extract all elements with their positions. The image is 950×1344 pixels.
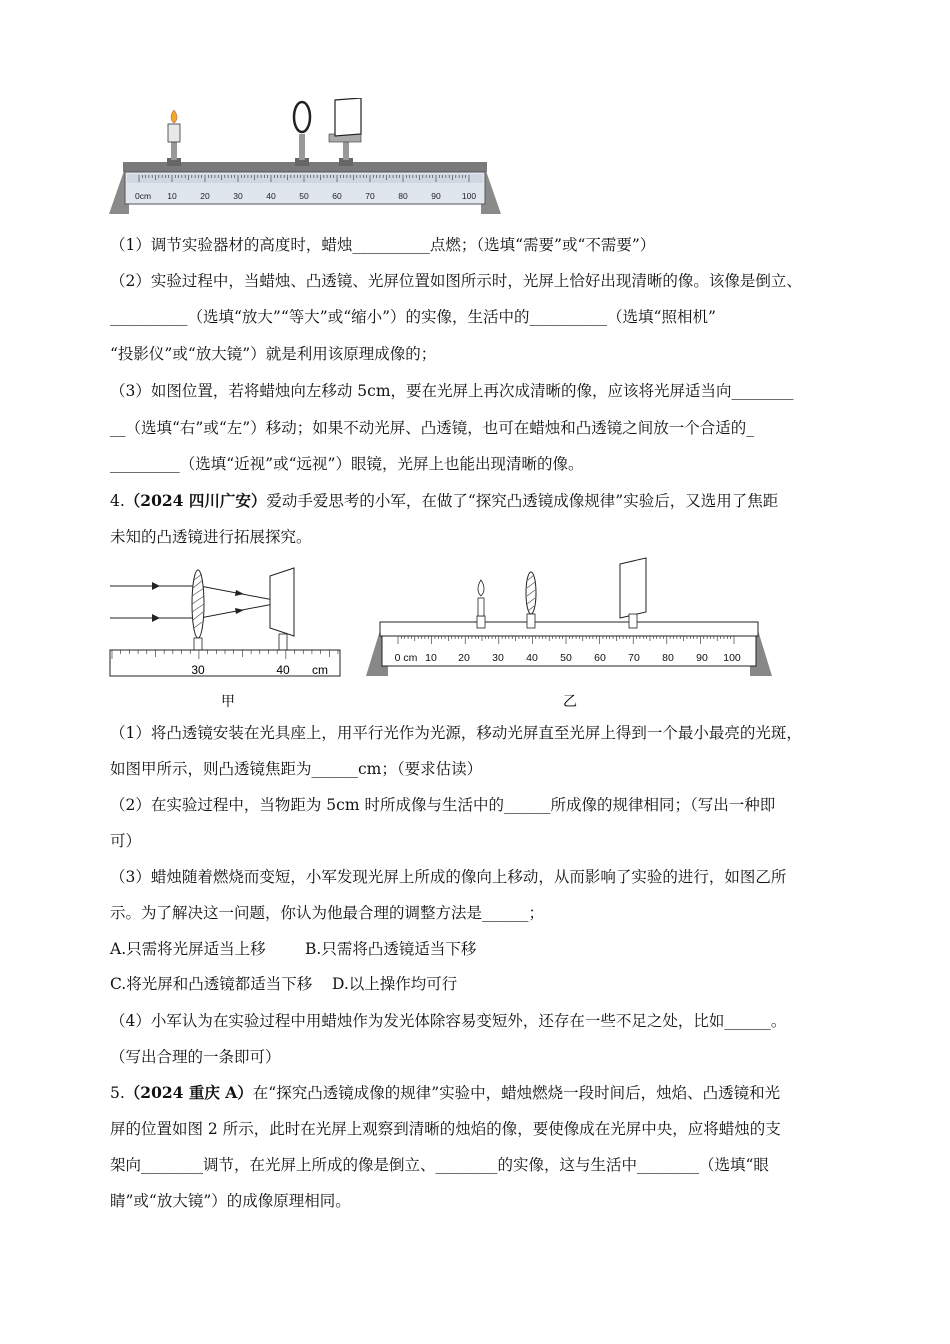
scale-label: 40 xyxy=(266,191,276,201)
scale-label: 30 xyxy=(233,191,243,201)
caption-jia: 甲 xyxy=(221,693,235,709)
text-line: __________（选填“放大”“等大”或“缩小”）的实像，生活中的__________（选填“照相机” xyxy=(110,308,716,326)
scale-label: 10 xyxy=(167,191,177,201)
scale-label: cm xyxy=(312,663,328,677)
text-line: （1）调节实验器材的高度时，蜡烛__________点燃；（选填“需要”或“不需要”） xyxy=(110,236,656,254)
scale-label: 30 xyxy=(191,663,205,677)
text-line: 屏的位置如图 2 所示，此时在光屏上观察到清晰的烛焰的像，要使像成在光屏中央，应将蜡烛的支 xyxy=(110,1120,781,1138)
text-line: __（选填“右”或“左”）移动；如果不动光屏、凸透镜，也可在蜡烛和凸透镜之间放一个合适的_ xyxy=(110,419,754,437)
text-line: （写出合理的一条即可） xyxy=(110,1048,281,1066)
scale-label: 60 xyxy=(594,652,606,664)
scale-label: 90 xyxy=(696,652,708,664)
scale-label: 80 xyxy=(662,652,674,664)
option-line: C.将光屏和凸透镜都适当下移 D.以上操作均可行 xyxy=(110,975,458,993)
light-screen xyxy=(620,558,646,628)
convex-lens xyxy=(526,572,536,628)
scale-label: 20 xyxy=(458,652,470,664)
scale-label: 70 xyxy=(365,191,375,201)
text-line: （2）在实验过程中，当物距为 5cm 时所成像与生活中的______所成像的规律相同；（写出一种即 xyxy=(110,796,776,814)
text-line: 睛”或“放大镜”）的成像原理相同。 xyxy=(110,1192,351,1210)
light-screen xyxy=(329,98,361,166)
scale-label: 90 xyxy=(431,191,441,201)
text-line: _________（选填“近视”或“远视”）眼镜，光屏上也能出现清晰的像。 xyxy=(110,455,584,473)
scale-label: 50 xyxy=(560,652,572,664)
text-line: 如图甲所示，则凸透镜焦距为______cm；（要求估读） xyxy=(110,760,483,778)
question-5-stem: 5.（2024 重庆 A）在“探究凸透镜成像的规律”实验中，蜡烛燃烧一段时间后，烛焰、凸透镜和光 xyxy=(110,1083,781,1102)
scale-label: 0 cm xyxy=(394,652,418,664)
candle-drift-figure-yi xyxy=(364,556,774,714)
text-line: 未知的凸透镜进行拓展探究。 xyxy=(110,528,312,546)
convex-lens xyxy=(294,102,310,166)
focal-length-figure-jia xyxy=(108,566,344,714)
scale-label: 70 xyxy=(628,652,640,664)
question-4-stem: 4.（2024 四川广安）爱动手爱思考的小军，在做了“探究凸透镜成像规律”实验后，又选用了焦距 xyxy=(110,491,779,510)
candle xyxy=(167,110,181,166)
scale-label: 50 xyxy=(299,191,309,201)
scale-label: 60 xyxy=(332,191,342,201)
scale-label: 100 xyxy=(461,191,477,201)
text-line: （2）实验过程中，当蜡烛、凸透镜、光屏位置如图所示时，光屏上恰好出现清晰的像。该像是倒立、 xyxy=(110,272,802,290)
caption-yi: 乙 xyxy=(563,693,577,709)
text-line: （1）将凸透镜安装在光具座上，用平行光作为光源，移动光屏直至光屏上得到一个最小最亮的光斑， xyxy=(110,724,802,742)
scale-label: 100 xyxy=(723,652,741,664)
text-line: （3）如图位置，若将蜡烛向左移动 5cm，要在光屏上再次成清晰的像，应该将光屏适当向________ xyxy=(110,382,794,400)
scale-label: 40 xyxy=(526,652,538,664)
scale-label: 0cm xyxy=(134,191,152,201)
scale-label: 80 xyxy=(398,191,408,201)
candle xyxy=(477,580,485,628)
scale-label: 30 xyxy=(492,652,504,664)
scale-label: 40 xyxy=(276,663,290,677)
text-line: （4）小军认为在实验过程中用蜡烛作为发光体除容易变短外，还存在一些不足之处，比如______。 xyxy=(110,1012,787,1030)
optical-bench-figure xyxy=(105,98,505,220)
scale-label: 20 xyxy=(200,191,210,201)
option-line: A.只需将光屏适当上移 B.只需将凸透镜适当下移 xyxy=(110,940,477,958)
scale-label: 10 xyxy=(425,652,437,664)
text-line: （3）蜡烛随着燃烧而变短，小军发现光屏上所成的像向上移动，从而影响了实验的进行，如图乙所 xyxy=(110,868,787,886)
text-line: “投影仪”或“放大镜”）就是利用该原理成像的； xyxy=(110,345,437,363)
text-line: 可） xyxy=(110,832,142,850)
text-line: 示。为了解决这一问题，你认为他最合理的调整方法是______； xyxy=(110,904,545,922)
text-line: 架向________调节，在光屏上所成的像是倒立、________的实像，这与生活中________（选填“眼 xyxy=(110,1156,769,1174)
